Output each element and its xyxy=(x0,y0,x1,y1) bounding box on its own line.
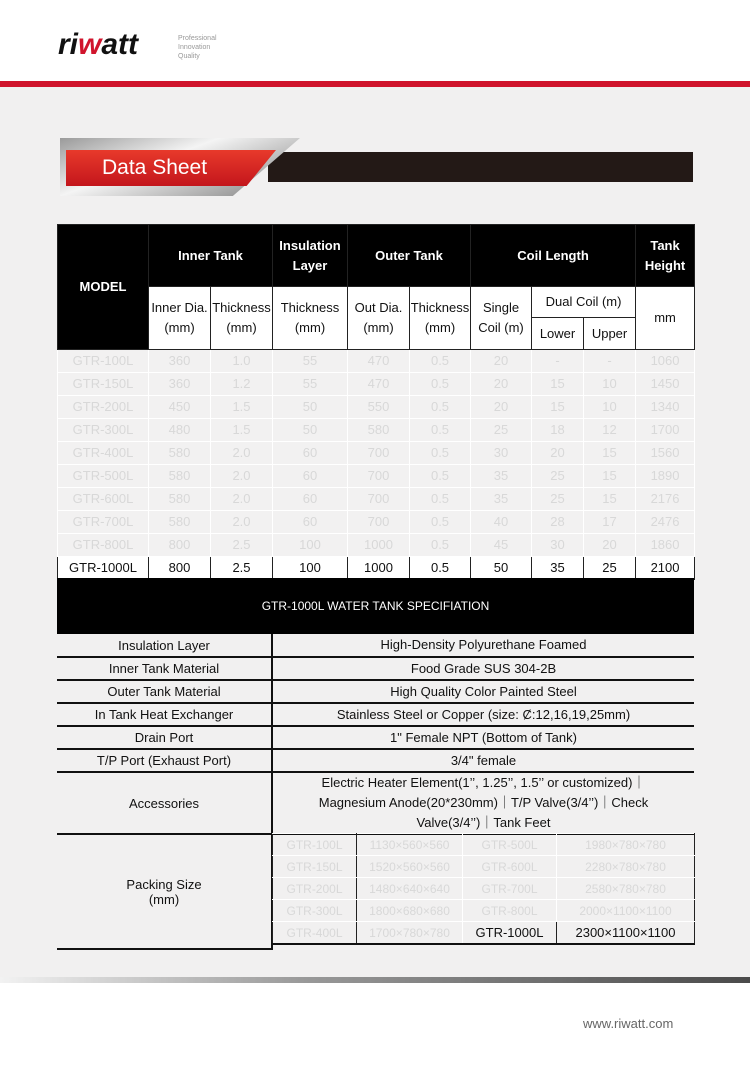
packing-row xyxy=(273,900,695,922)
packing-cell: 1800×680×680 xyxy=(357,900,463,922)
spec-value: Food Grade SUS 304-2B xyxy=(272,657,694,680)
table-cell: 1860 xyxy=(636,534,695,557)
table-cell: 360 xyxy=(149,373,211,396)
table-cell: 1.0 xyxy=(211,350,273,373)
table-cell: 2.0 xyxy=(211,442,273,465)
table-cell: 0.5 xyxy=(410,350,471,373)
table-cell: 15 xyxy=(584,488,636,511)
table-cell: 25 xyxy=(584,557,636,580)
packing-cell: 2580×780×780 xyxy=(557,878,695,900)
spec-row xyxy=(57,634,694,657)
subheader-dual-coil-cell xyxy=(532,287,636,350)
table-row xyxy=(58,373,695,396)
table-cell: 1.5 xyxy=(211,396,273,419)
table-cell: 17 xyxy=(584,511,636,534)
table-cell: 50 xyxy=(273,419,348,442)
packing-cell: GTR-300L xyxy=(273,900,357,922)
website-url: www.riwatt.com xyxy=(583,1016,674,1031)
packing-cell: 1520×560×560 xyxy=(357,856,463,878)
table-cell: 0.5 xyxy=(410,465,471,488)
spec-row xyxy=(57,749,694,772)
table-cell: 28 xyxy=(532,511,584,534)
table-cell: 15 xyxy=(532,373,584,396)
packing-cell: GTR-700L xyxy=(463,878,557,900)
table-cell: 100 xyxy=(273,534,348,557)
table-cell: GTR-800L xyxy=(58,534,149,557)
title-banner-bar xyxy=(268,152,693,182)
subheader-inner-thickness: Thickness (mm) xyxy=(211,287,273,350)
table-cell: 25 xyxy=(471,419,532,442)
table-cell: 1560 xyxy=(636,442,695,465)
packing-cell: 1480×640×640 xyxy=(357,878,463,900)
table-cell: 60 xyxy=(273,465,348,488)
header-outer-tank: Outer Tank xyxy=(348,225,471,287)
packing-row xyxy=(273,834,695,856)
packing-size-table xyxy=(272,833,695,945)
subheader-single-coil: Single Coil (m) xyxy=(471,287,532,350)
subheader-insulation-thickness: Thickness (mm) xyxy=(273,287,348,350)
subheader-upper: Upper xyxy=(591,326,628,341)
table-cell: 800 xyxy=(149,557,211,580)
spec-value: 3/4" female xyxy=(272,749,694,772)
table-row xyxy=(58,442,695,465)
spec-label: Inner Tank Material xyxy=(57,657,272,680)
table-row xyxy=(58,511,695,534)
header-coil-length: Coil Length xyxy=(471,225,636,287)
spec-row xyxy=(57,657,694,680)
table-cell: 580 xyxy=(149,442,211,465)
table-cell: 1450 xyxy=(636,373,695,396)
table-row xyxy=(58,419,695,442)
table-cell: - xyxy=(584,350,636,373)
spec-label: Drain Port xyxy=(57,726,272,749)
table-cell: 0.5 xyxy=(410,534,471,557)
table-cell: 1700 xyxy=(636,419,695,442)
table-cell: GTR-700L xyxy=(58,511,149,534)
table-cell: 0.5 xyxy=(410,396,471,419)
table-cell: 580 xyxy=(149,488,211,511)
table-cell: GTR-1000L xyxy=(58,557,149,580)
packing-cell: 2000×1100×1100 xyxy=(557,900,695,922)
table-cell: 1.5 xyxy=(211,419,273,442)
table-cell: 1060 xyxy=(636,350,695,373)
spec-row xyxy=(57,726,694,749)
table-cell: 0.5 xyxy=(410,373,471,396)
packing-cell: 1130×560×560 xyxy=(357,834,463,856)
spec-value: High Quality Color Painted Steel xyxy=(272,680,694,703)
table-cell: 60 xyxy=(273,488,348,511)
table-cell: 2.5 xyxy=(211,557,273,580)
table-cell: 360 xyxy=(149,350,211,373)
table-cell: 30 xyxy=(471,442,532,465)
table-cell: GTR-600L xyxy=(58,488,149,511)
brand-logo: riwatt xyxy=(58,28,139,61)
packing-row xyxy=(273,922,695,945)
table-row xyxy=(58,557,695,580)
subheader-outer-thickness: Thickness (mm) xyxy=(410,287,471,350)
page-title: Data Sheet xyxy=(102,156,208,179)
table-row xyxy=(58,465,695,488)
spec-row xyxy=(57,680,694,703)
table-cell: 2100 xyxy=(636,557,695,580)
packing-cell: GTR-150L xyxy=(273,856,357,878)
table-row xyxy=(58,534,695,557)
table-cell: 50 xyxy=(471,557,532,580)
table-cell: 0.5 xyxy=(410,488,471,511)
table-cell: 15 xyxy=(532,396,584,419)
table-cell: 470 xyxy=(348,373,410,396)
table-cell: 1890 xyxy=(636,465,695,488)
table-cell: 2.0 xyxy=(211,511,273,534)
table-cell: 100 xyxy=(273,557,348,580)
table-row xyxy=(58,396,695,419)
packing-row xyxy=(273,878,695,900)
spec-label: Outer Tank Material xyxy=(57,680,272,703)
spec-row xyxy=(57,703,694,726)
table-cell: 580 xyxy=(348,419,410,442)
table-cell: 1340 xyxy=(636,396,695,419)
packing-size-label: Packing Size (mm) xyxy=(57,834,272,949)
spec-value: High-Density Polyurethane Foamed xyxy=(272,634,694,657)
packing-cell: GTR-400L xyxy=(273,922,357,945)
spec-row xyxy=(57,772,694,834)
packing-row xyxy=(273,856,695,878)
table-cell: 10 xyxy=(584,373,636,396)
table-cell: 60 xyxy=(273,511,348,534)
header-inner-tank: Inner Tank xyxy=(149,225,273,287)
packing-cell: GTR-100L xyxy=(273,834,357,856)
table-cell: 2.5 xyxy=(211,534,273,557)
table-cell: 55 xyxy=(273,350,348,373)
packing-cell: GTR-1000L xyxy=(463,922,557,945)
header-tank-height: Tank Height xyxy=(636,225,695,287)
spec-label: Accessories xyxy=(57,772,272,834)
packing-cell: GTR-500L xyxy=(463,834,557,856)
table-cell: 20 xyxy=(532,442,584,465)
header-model: MODEL xyxy=(58,225,149,350)
table-cell: 35 xyxy=(532,557,584,580)
table-cell: 700 xyxy=(348,442,410,465)
table-cell: 480 xyxy=(149,419,211,442)
table-cell: GTR-200L xyxy=(58,396,149,419)
table-cell: 20 xyxy=(471,396,532,419)
packing-cell: GTR-800L xyxy=(463,900,557,922)
table-cell: 580 xyxy=(149,511,211,534)
spec-value: Stainless Steel or Copper (size: Ȼ:12,16,19,25mm) xyxy=(272,703,694,726)
table-cell: 55 xyxy=(273,373,348,396)
table-cell: GTR-400L xyxy=(58,442,149,465)
subheader-dual-coil: Dual Coil (m) xyxy=(532,287,635,318)
table-cell: 0.5 xyxy=(410,442,471,465)
packing-cell: GTR-200L xyxy=(273,878,357,900)
table-cell: 20 xyxy=(584,534,636,557)
table-cell: 2.0 xyxy=(211,465,273,488)
table-cell: 25 xyxy=(532,465,584,488)
table-cell: 700 xyxy=(348,465,410,488)
spec-label: T/P Port (Exhaust Port) xyxy=(57,749,272,772)
table-cell: 15 xyxy=(584,465,636,488)
spec-value: Electric Heater Element(1’’, 1.25’’, 1.5’’ or customized)｜Magnesium Anode(20*230mm)｜T/P Valve(3/4’’)｜Check Valve(3/4’’)｜Tank Feet xyxy=(272,772,694,834)
table-cell: 700 xyxy=(348,488,410,511)
table-cell: 0.5 xyxy=(410,419,471,442)
table-cell: 450 xyxy=(149,396,211,419)
table-cell: 580 xyxy=(149,465,211,488)
table-cell: 0.5 xyxy=(410,511,471,534)
table-cell: 60 xyxy=(273,442,348,465)
table-cell: 700 xyxy=(348,511,410,534)
subheader-mm: mm xyxy=(636,287,695,350)
table-cell: 15 xyxy=(584,442,636,465)
table-cell: 35 xyxy=(471,465,532,488)
packing-cell: 1980×780×780 xyxy=(557,834,695,856)
table-cell: 30 xyxy=(532,534,584,557)
table-cell: 1000 xyxy=(348,534,410,557)
spec-value: 1" Female NPT (Bottom of Tank) xyxy=(272,726,694,749)
table-cell: 0.5 xyxy=(410,557,471,580)
table-row xyxy=(58,488,695,511)
spec-label: In Tank Heat Exchanger xyxy=(57,703,272,726)
table-cell: 800 xyxy=(149,534,211,557)
table-cell: 50 xyxy=(273,396,348,419)
brand-tagline: Professional Innovation Quality xyxy=(178,35,217,60)
table-cell: 20 xyxy=(471,373,532,396)
packing-cell: 2300×1100×1100 xyxy=(557,922,695,945)
table-cell: GTR-100L xyxy=(58,350,149,373)
table-cell: 470 xyxy=(348,350,410,373)
table-cell: 35 xyxy=(471,488,532,511)
table-cell: GTR-150L xyxy=(58,373,149,396)
packing-cell: GTR-600L xyxy=(463,856,557,878)
table-cell: - xyxy=(532,350,584,373)
packing-cell: 1700×780×780 xyxy=(357,922,463,945)
footer-gradient-bar xyxy=(0,977,750,983)
table-cell: GTR-500L xyxy=(58,465,149,488)
spec-label: Insulation Layer xyxy=(57,634,272,657)
table-cell: 20 xyxy=(471,350,532,373)
table-cell: 2476 xyxy=(636,511,695,534)
packing-cell: 2280×780×780 xyxy=(557,856,695,878)
table-cell: 12 xyxy=(584,419,636,442)
table-cell: 1.2 xyxy=(211,373,273,396)
table-cell: GTR-300L xyxy=(58,419,149,442)
data-table xyxy=(57,224,695,580)
table-cell: 2176 xyxy=(636,488,695,511)
table-cell: 45 xyxy=(471,534,532,557)
table-cell: 25 xyxy=(532,488,584,511)
table-cell: 10 xyxy=(584,396,636,419)
table-cell: 1000 xyxy=(348,557,410,580)
table-cell: 18 xyxy=(532,419,584,442)
table-cell: 40 xyxy=(471,511,532,534)
subheader-inner-dia: Inner Dia. (mm) xyxy=(149,287,211,350)
table-cell: 2.0 xyxy=(211,488,273,511)
spec-heading: GTR-1000L WATER TANK SPECIFIATION xyxy=(57,578,694,634)
table-row xyxy=(58,350,695,373)
subheader-out-dia: Out Dia. (mm) xyxy=(348,287,410,350)
subheader-lower: Lower xyxy=(532,318,584,349)
header-insulation-layer: Insulation Layer xyxy=(273,225,348,287)
table-cell: 550 xyxy=(348,396,410,419)
